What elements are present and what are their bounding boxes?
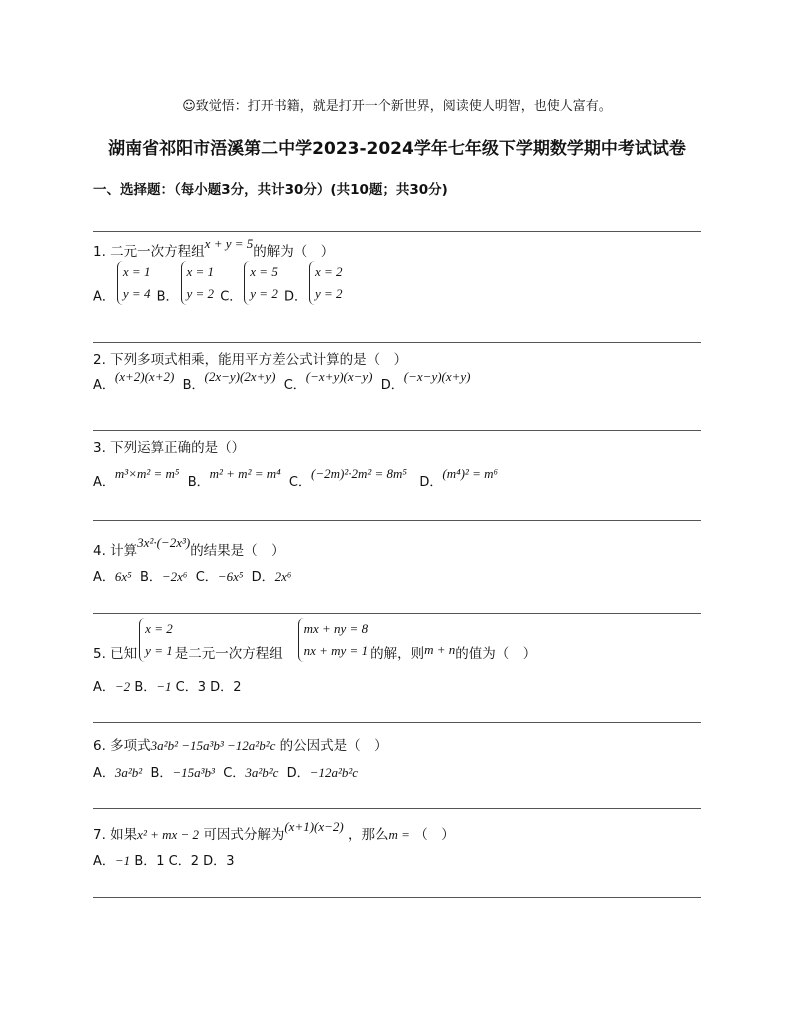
divider-line (93, 808, 701, 809)
option-c-expression: −6x⁵ (217, 569, 244, 584)
question-4-stem (93, 535, 285, 559)
q7-text-before: 7. 如果 (93, 827, 138, 843)
q5-equation-system: mx + ny = 8 nx + my = 1 (298, 618, 368, 662)
question-5-stem (93, 618, 536, 662)
question-7-stem (93, 819, 455, 843)
q7-unknown: m = (388, 827, 410, 842)
question-3-stem: 3. 下列运算正确的是（） (93, 440, 246, 456)
question-1-stem (93, 236, 335, 260)
option-b-expression: (2x−y)(2x+y) (204, 369, 276, 384)
option-label: B． (187, 475, 210, 490)
option-label: D． (203, 854, 227, 869)
option-b-system: x = 1 y = 2 (181, 261, 215, 305)
q6-text-before: 6. 多项式 (93, 738, 151, 754)
q4-text-before: 4. 计算 (93, 543, 138, 559)
option-label: B． (156, 289, 179, 305)
option-b-expression: m² + m² = m⁴ (209, 466, 281, 481)
q4-text-after: 的结果是（ ） (190, 543, 285, 559)
option-label: D． (380, 378, 404, 393)
option-label: B． (139, 570, 162, 585)
q7-polynomial: x² + mx − 2 (137, 827, 200, 842)
q7-text-middle: 可因式分解为 (203, 827, 285, 843)
divider-line (93, 722, 701, 723)
option-b-expression: −2x⁶ (161, 569, 188, 584)
q6-text-after: 的公因式是（ ） (279, 738, 388, 754)
q5-solution-system: x = 2 y = 1 (139, 618, 173, 662)
option-label: A． (93, 680, 115, 695)
option-label: A． (93, 289, 115, 305)
option-d-expression: −12a²b²c (309, 765, 359, 780)
q7-text-after: ，那么 (348, 827, 389, 843)
option-c-expression: (−x+y)(x−y) (305, 369, 373, 384)
option-c-value: 3 (197, 680, 207, 695)
question-2-options (93, 369, 471, 393)
option-d-expression: (m⁴)² = m⁶ (442, 466, 499, 481)
q5-text-after-2: 的值为（ ） (455, 646, 537, 662)
q1-text-before: 1. 二元一次方程组 (93, 244, 205, 260)
option-label: A． (93, 766, 115, 781)
option-b-expression: −15a³b³ (172, 765, 215, 780)
option-d-expression: 2x⁶ (274, 569, 292, 584)
divider-line (93, 897, 701, 898)
q5-text-before: 5. 已知 (93, 646, 138, 662)
option-d-expression: (−x−y)(x+y) (403, 369, 471, 384)
exam-title: 湖南省祁阳市浯溪第二中学2023-2024学年七年级下学期数学期中考试试卷 (108, 139, 686, 159)
q1-equation: x + y = 5 (204, 236, 254, 251)
q5-text-after: 的解，则 (370, 646, 425, 662)
option-label: C． (283, 378, 306, 393)
question-7-options (93, 850, 234, 869)
option-c-expression: 3a²b²c (245, 765, 279, 780)
option-label: B． (182, 378, 205, 393)
q1-text-after: 的解为（ ） (253, 244, 335, 260)
option-label: B． (134, 680, 157, 695)
option-c-system: x = 5 y = 2 (244, 261, 278, 305)
divider-line (93, 613, 701, 614)
option-label: C． (168, 854, 191, 869)
question-4-options (93, 566, 291, 585)
divider-line (93, 520, 701, 521)
divider-line (93, 231, 701, 232)
option-a-value: −2 (114, 679, 131, 694)
option-a-expression: 6x⁵ (114, 569, 132, 584)
option-label: D． (419, 475, 443, 490)
option-b-value: 1 (156, 854, 165, 869)
option-label: B． (150, 766, 173, 781)
option-label: C． (175, 680, 198, 695)
option-a-system: x = 1 y = 4 (117, 261, 151, 305)
option-d-system: x = 2 y = 2 (309, 261, 343, 305)
q7-factored-form: (x+1)(x−2) (284, 819, 344, 834)
option-d-value: 2 (233, 680, 242, 695)
option-label: D． (286, 766, 310, 781)
option-label: A． (93, 570, 115, 585)
option-label: C． (220, 289, 243, 305)
option-label: C． (288, 475, 311, 490)
motto-header: ☺致觉悟：打开书籍，就是打开一个新世界，阅读使人明智，也使人富有。 (182, 99, 612, 114)
option-a-expression: (x+2)(x+2) (114, 369, 175, 384)
q4-expression: 3x²·(−2x³) (137, 535, 191, 550)
question-5-options (93, 676, 241, 695)
divider-line (93, 430, 701, 431)
option-b-value: −1 (156, 679, 172, 694)
q5-expression: m + n (424, 642, 456, 657)
question-2-stem: 2. 下列多项式相乘，能用平方差公式计算的是（ ） (93, 352, 408, 368)
question-3-options (93, 466, 499, 490)
section-heading: 一、选择题：（每小题3分，共计30分）(共10题；共30分) (93, 182, 448, 198)
option-label: A． (93, 378, 115, 393)
option-label: C． (195, 570, 218, 585)
option-label: D． (251, 570, 275, 585)
option-label: D． (283, 289, 307, 305)
question-6-options (93, 762, 358, 781)
option-a-expression: 3a²b² (114, 765, 143, 780)
q5-text-middle: 是二元一次方程组 (174, 646, 283, 662)
option-label: A． (93, 854, 115, 869)
option-d-value: 3 (226, 854, 235, 869)
option-a-value: −1 (114, 853, 131, 868)
q7-answer-blank: （ ） (414, 827, 455, 843)
question-1-options (93, 261, 345, 305)
option-c-value: 2 (190, 854, 200, 869)
question-6-stem (93, 734, 388, 754)
option-label: C． (223, 766, 246, 781)
option-label: A． (93, 475, 115, 490)
option-label: D． (210, 680, 234, 695)
divider-line (93, 342, 701, 343)
option-a-expression: m³×m² = m⁵ (114, 466, 180, 481)
option-c-expression: (−2m)²·2m² = 8m⁵ (311, 466, 407, 481)
q6-polynomial: 3a²b² −15a³b³ −12a²b²c (150, 738, 276, 753)
option-label: B． (134, 854, 157, 869)
